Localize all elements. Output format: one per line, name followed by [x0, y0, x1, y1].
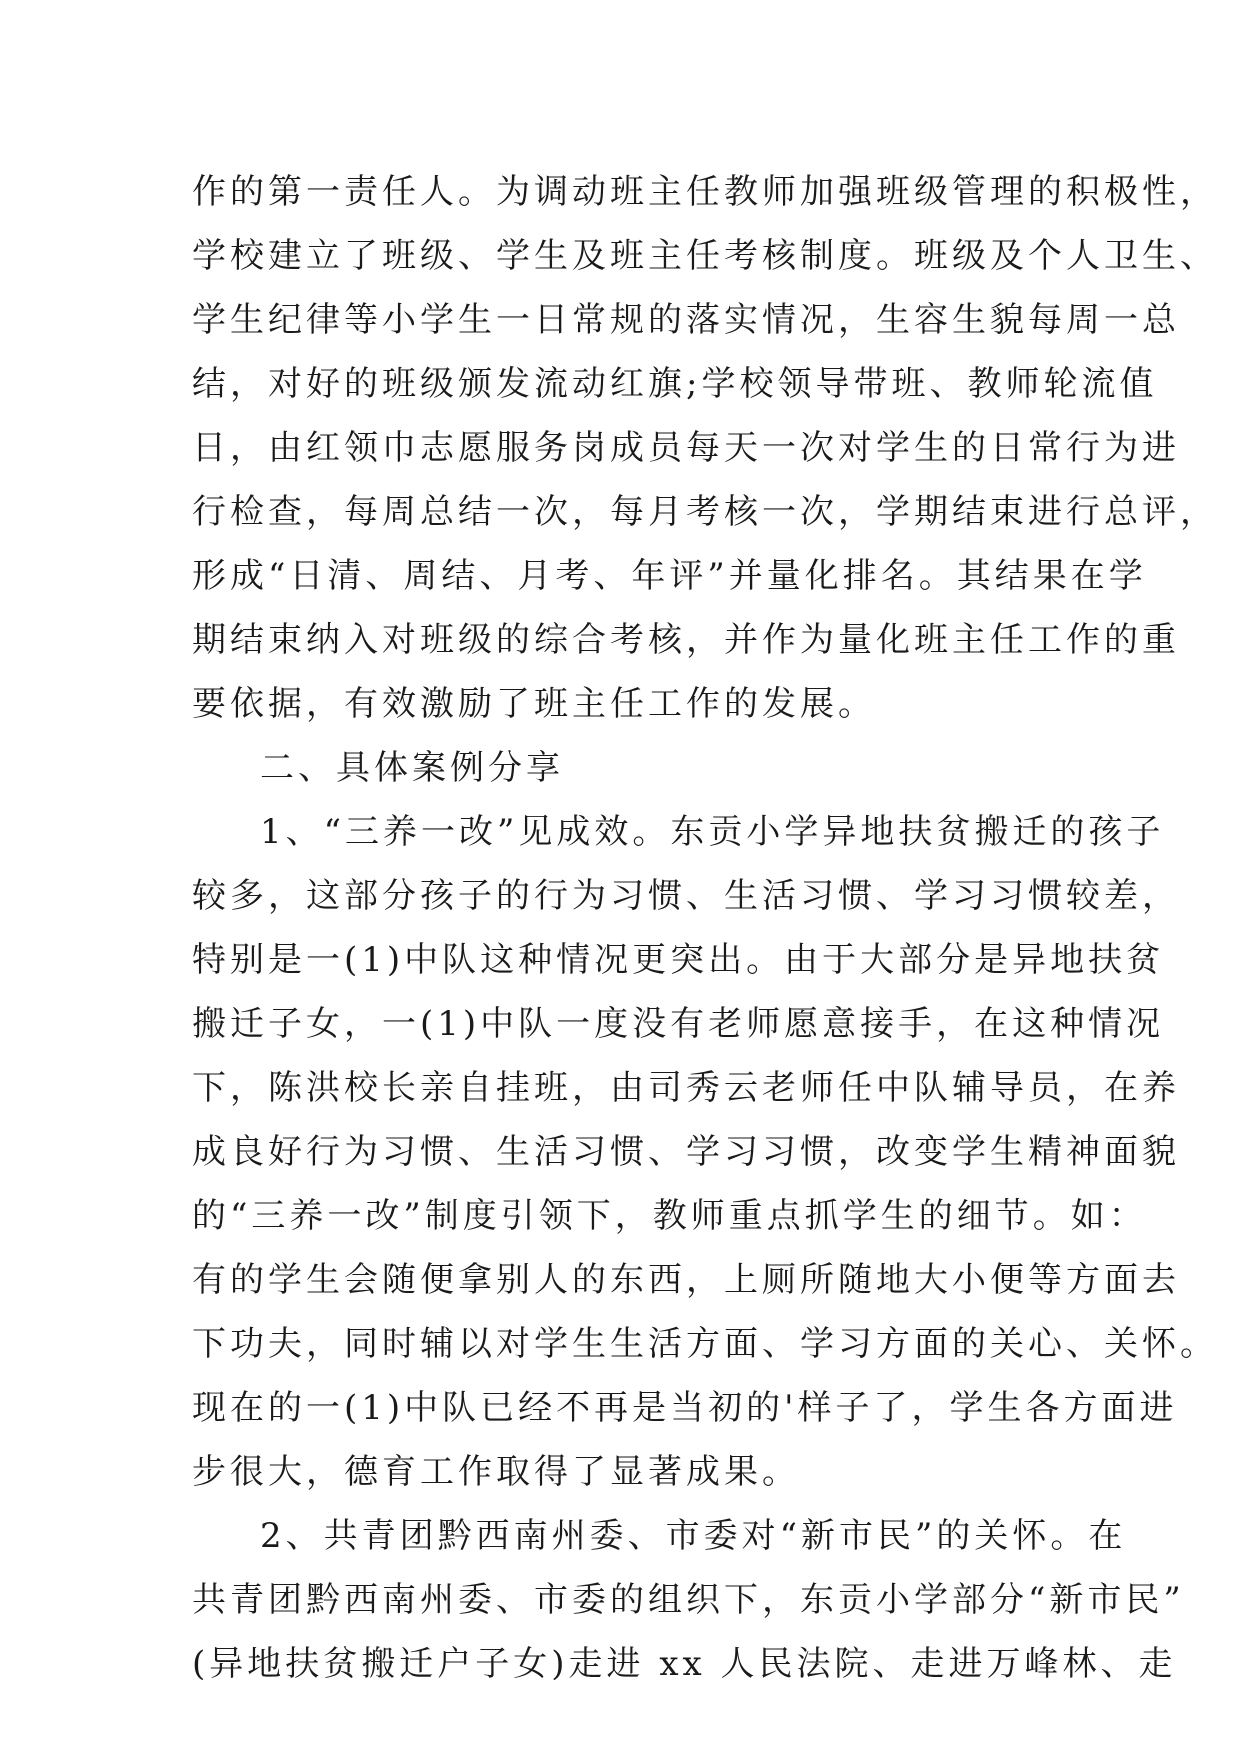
text-line: 下，陈洪校长亲自挂班，由司秀云老师任中队辅导员，在养	[192, 1068, 1180, 1108]
text-line: 步很大，德育工作取得了显著成果。	[192, 1452, 800, 1492]
text-line: 学生纪律等小学生一日常规的落实情况，生容生貌每周一总	[192, 300, 1180, 340]
text-line: 日，由红领巾志愿服务岗成员每天一次对学生的日常行为进	[192, 428, 1180, 468]
text-line: 行检查，每周总结一次，每月考核一次，学期结束进行总评，	[192, 492, 1218, 532]
text-line: 结，对好的班级颁发流动红旗;学校领导带班、教师轮流值	[192, 364, 1158, 404]
text-line: 共青团黔西南州委、市委的组织下，东贡小学部分“新市民”	[192, 1580, 1185, 1620]
paragraph-first-line: 2、共青团黔西南州委、市委对“新市民”的关怀。在	[260, 1516, 1127, 1556]
text-line: 现在的一(1)中队已经不再是当初的'样子了，学生各方面进	[192, 1388, 1178, 1428]
body-text	[192, 160, 1218, 1696]
text-line: 的“三养一改”制度引领下，教师重点抓学生的细节。如：	[192, 1196, 1147, 1236]
text-line: 下功夫，同时辅以对学生生活方面、学习方面的关心、关怀。	[192, 1324, 1218, 1364]
paragraph-first-line: 二、具体案例分享	[260, 748, 564, 788]
text-line: 作的第一责任人。为调动班主任教师加强班级管理的积极性，	[192, 172, 1218, 212]
text-line: 要依据，有效激励了班主任工作的发展。	[192, 684, 876, 724]
text-line: 期结束纳入对班级的综合考核，并作为量化班主任工作的重	[192, 620, 1180, 660]
text-line: 成良好行为习惯、生活习惯、学习习惯，改变学生精神面貌	[192, 1132, 1180, 1172]
paragraph-first-line: 1、“三养一改”见成效。东贡小学异地扶贫搬迁的孩子	[260, 812, 1165, 852]
text-line: 特别是一(1)中队这种情况更突出。由于大部分是异地扶贫	[192, 940, 1165, 980]
text-line: 有的学生会随便拿别人的东西，上厕所随地大小便等方面去	[192, 1260, 1180, 1300]
text-line: 学校建立了班级、学生及班主任考核制度。班级及个人卫生、	[192, 236, 1218, 276]
text-line: 搬迁子女，一(1)中队一度没有老师愿意接手，在这种情况	[192, 1004, 1165, 1044]
text-line: 形成“日清、周结、月考、年评”并量化排名。其结果在学	[192, 556, 1147, 596]
text-line: (异地扶贫搬迁户子女)走进 xx 人民法院、走进万峰林、走	[192, 1644, 1177, 1684]
text-line: 较多，这部分孩子的行为习惯、生活习惯、学习习惯较差，	[192, 876, 1180, 916]
